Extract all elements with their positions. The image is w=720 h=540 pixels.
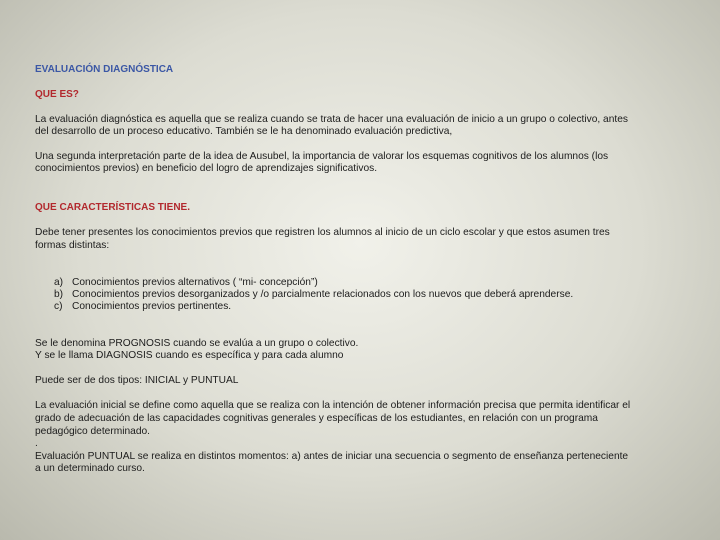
paragraph-prior-knowledge-line-2: formas distintas: (35, 240, 110, 251)
paragraph-types: Puede ser de dos tipos: INICIAL y PUNTUAL (35, 375, 239, 386)
list-item (54, 301, 231, 313)
paragraph-prior-knowledge-line-1: Debe tener presentes los conocimientos previos que registren los alumnos al inicio de un ciclo escolar y que estos asumen tres (35, 227, 610, 238)
list-marker: a) (54, 277, 64, 288)
section-heading-characteristics: QUE CARACTERÍSTICAS TIENE. (35, 202, 191, 213)
list-item-text: Conocimientos previos alternativos ( “mi- concepción”) (72, 277, 318, 288)
paragraph-puntual-line-1: Evaluación PUNTUAL se realiza en distintos momentos: a) antes de iniciar una secuencia o segmento de enseñanza perteneciente (35, 451, 629, 462)
paragraph-initial-line-3: pedagógico determinado. (35, 426, 150, 437)
list-marker: c) (54, 301, 63, 312)
list-item (54, 289, 573, 301)
paragraph-prognosis-line-1: Se le denomina PROGNOSIS cuando se evalúa a un grupo o colectivo. (35, 338, 359, 349)
slide-title: EVALUACIÓN DIAGNÓSTICA (35, 64, 174, 75)
list-item (54, 277, 318, 289)
paragraph-initial-line-1: La evaluación inicial se define como aquella que se realiza con la intención de obtener información precisa que permita identificar el (35, 400, 631, 411)
paragraph-ausubel-line-2: conocimientos previos) en beneficio del logro de aprendizajes significativos. (35, 163, 378, 174)
paragraph-initial-line-4: . (35, 438, 38, 449)
list-item-text: Conocimientos previos pertinentes. (72, 301, 232, 312)
paragraph-prognosis-line-2: Y se le llama DIAGNOSIS cuando es específica y para cada alumno (35, 350, 344, 361)
paragraph-definition-line-2: del desarrollo de un proceso educativo. También se le ha denominado evaluación predictiva, (35, 126, 453, 137)
paragraph-puntual-line-2: a un determinado curso. (35, 463, 145, 474)
list-marker: b) (54, 289, 64, 300)
section-heading-what-is: QUE ES? (35, 89, 79, 100)
paragraph-ausubel-line-1: Una segunda interpretación parte de la idea de Ausubel, la importancia de valorar los esquemas cognitivos de los alumnos (los (35, 151, 609, 162)
paragraph-definition-line-1: La evaluación diagnóstica es aquella que se realiza cuando se trata de hacer una evaluación de inicio a un grupo o colectivo, antes (35, 114, 628, 125)
list-item-text: Conocimientos previos desorganizados y /o parcialmente relacionados con los nuevos que deberá aprenderse. (72, 289, 574, 300)
paragraph-initial-line-2: grado de adecuación de las capacidades cognitivas generales y específicas de los estudiantes, en relación con un programa (35, 413, 598, 424)
